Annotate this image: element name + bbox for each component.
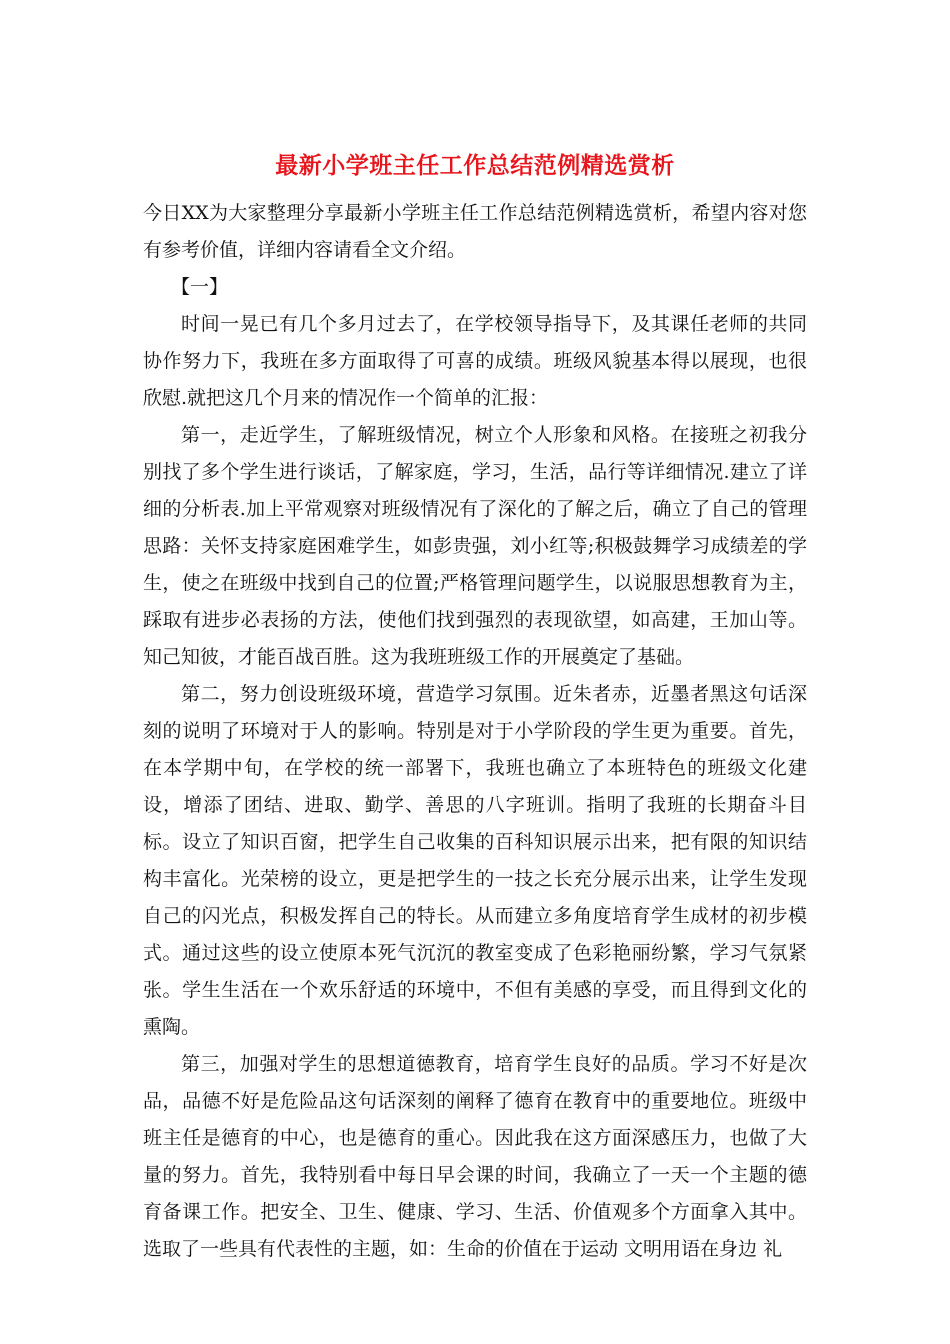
section-heading: 【一】 <box>171 276 229 298</box>
body-paragraph-3: 第二，努力创设班级环境，营造学习氛围。近朱者赤，近墨者黑这句话深刻的说明了环境对于人的影响。特别是对于小学阶段的学生更为重要。首先，在本学期中旬，在学校的统一部署下，我班也确立了本班特色的班级文化建设，增添了团结、进取、勤学、善思的八字班训。指明了我班的长期奋斗目标。设立了知识百窗，把学生自己收集的百科知识展示出来，把有限的知识结构丰富化。光荣榜的设立，更是把学生的一技之长充分展示出来，让学生发现自己的闪光点，积极发挥自己的特长。从而建立多角度培育学生成材的初步模式。通过这些的设立使原本死气沉沉的教室变成了色彩艳丽纷繁，学习气氛紧张。学生生活在一个欢乐舒适的环境中，不但有美感的享受，而且得到文化的熏陶。 <box>143 683 807 1038</box>
body-paragraph-1: 时间一晃已有几个多月过去了，在学校领导指导下，及其课任老师的共同协作努力下，我班在多方面取得了可喜的成绩。班级风貌基本得以展现，也很欣慰.就把这几个月来的情况作一个简单的汇报： <box>143 313 807 409</box>
body-paragraph-4: 第三，加强对学生的思想道德教育，培育学生良好的品质。学习不好是次品，品德不好是危险品这句话深刻的阐释了德育在教育中的重要地位。班级中班主任是德育的中心，也是德育的重心。因此我在这方面深感压力，也做了大量的努力。首先，我特别看中每日早会课的时间，我确立了一天一个主题的德育备课工作。把安全、卫生、健康、学习、生活、价值观多个方面拿入其中。选取了一些具有代表性的主题，如：生命的价值在于运动 文明用语在身边 礼 <box>143 1053 807 1260</box>
document-title: 最新小学班主任工作总结范例精选赏析 <box>275 152 675 179</box>
document-body <box>143 195 807 1268</box>
body-paragraph-2: 第一，走近学生，了解班级情况，树立个人形象和风格。在接班之初我分别找了多个学生进行谈话，了解家庭，学习，生活，品行等详细情况.建立了详细的分析表.加上平常观察对班级情况有了深化的了解之后，确立了自己的管理思路：关怀支持家庭困难学生，如彭贵强，刘小红等;积极鼓舞学习成绩差的学生，使之在班级中找到自己的位置;严格管理问题学生，以说服思想教育为主，踩取有进步必表扬的方法，使他们找到强烈的表现欲望，如高建，王加山等。知己知彼，才能百战百胜。这为我班班级工作的开展奠定了基础。 <box>143 424 807 668</box>
intro-paragraph: 今日XX为大家整理分享最新小学班主任工作总结范例精选赏析，希望内容对您有参考价值，详细内容请看全文介绍。 <box>143 202 807 261</box>
